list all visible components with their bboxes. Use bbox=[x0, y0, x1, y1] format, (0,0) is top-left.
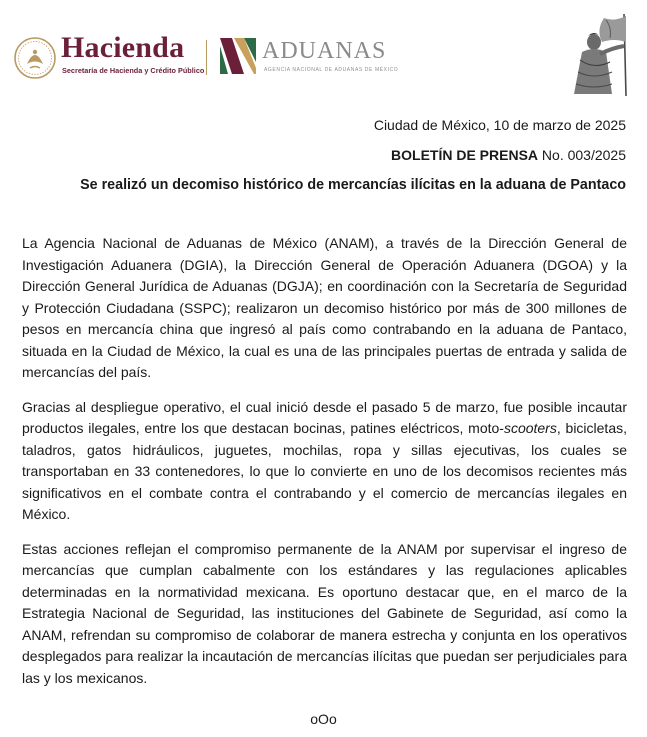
paragraph-2-start: Gracias al despliegue operativo, el cual inició desde el pasado 5 de marzo, fue posible incautar productos ilegales, entre los que destacan bocinas, patines eléctricos, moto- bbox=[22, 398, 627, 436]
logo-divider bbox=[206, 40, 207, 75]
aduanas-wordmark: ADUANAS bbox=[262, 38, 387, 64]
hacienda-subtitle: Secretaría de Hacienda y Crédito Público bbox=[62, 66, 205, 75]
bulletin-headline: Se realizó un decomiso histórico de mercancías ilícitas en la aduana de Pantaco bbox=[80, 177, 626, 193]
bulletin-body bbox=[22, 233, 627, 702]
paragraph-2 bbox=[22, 397, 627, 526]
place-and-date: Ciudad de México, 10 de marzo de 2025 bbox=[373, 117, 626, 133]
hacienda-wordmark: Hacienda bbox=[61, 31, 185, 64]
paragraph-1: La Agencia Nacional de Aduanas de México (ANAM), a través de la Dirección General de Investigación Aduanera (DGIA), la Dirección General de Operación Aduanera (DGOA) y la Dirección General Jurídica de Aduanas (DGJA); en coordinación con la Secretaría de Seguridad y Protección Ciudadana (SSPC); realizaron un decomiso histórico por más de 300 millones de pesos en mercancía china que ingresó al país como contrabando en la aduana de Pantaco, situada en la Ciudad de México, la cual es una de las principales puertas de entrada y salida de mercancías del país. bbox=[22, 235, 627, 380]
bulletin-number-line bbox=[391, 147, 626, 163]
coat-of-arms-icon bbox=[14, 37, 56, 79]
aduanas-logo-icon bbox=[220, 38, 256, 74]
heroine-flag-illustration-icon bbox=[566, 12, 638, 98]
paragraph-3: Estas acciones reflejan el compromiso permanente de la ANAM por supervisar el ingreso de mercancías que cumplan cabalmente con los estándares y las regulaciones aplicables determinadas en la normatividad mexicana. Es oportuno destacar que, en el marco de la Estrategia Nacional de Seguridad, las instituciones del Gabinete de Seguridad, así como la ANAM, refrendan su compromiso de colaborar de manera estrecha y conjunta en los operativos desplegados para realizar la incautación de mercancías ilícitas que puedan ser perjudiciales para las y los mexicanos. bbox=[22, 540, 627, 686]
closing-mark: oOo bbox=[310, 711, 337, 727]
bulletin-label: BOLETÍN DE PRENSA bbox=[391, 147, 539, 163]
bulletin-number: No. 003/2025 bbox=[541, 147, 626, 163]
aduanas-subtitle: AGENCIA NACIONAL DE ADUANAS DE MÉXICO bbox=[264, 67, 399, 73]
paragraph-2-italic-term: scooters bbox=[503, 420, 557, 436]
paragraph-2-end: , bicicletas, taladros, gatos hidráulicos, juguetes, mochilas, ropa y sillas ejecutivas, los cuales se transportaban en 33 contenedores, lo que lo convierte en uno de los decomisos recientes más significativos en el combate contra el contrabando y el comercio de mercancías ilegales en México. bbox=[22, 420, 627, 522]
letterhead bbox=[0, 0, 647, 110]
